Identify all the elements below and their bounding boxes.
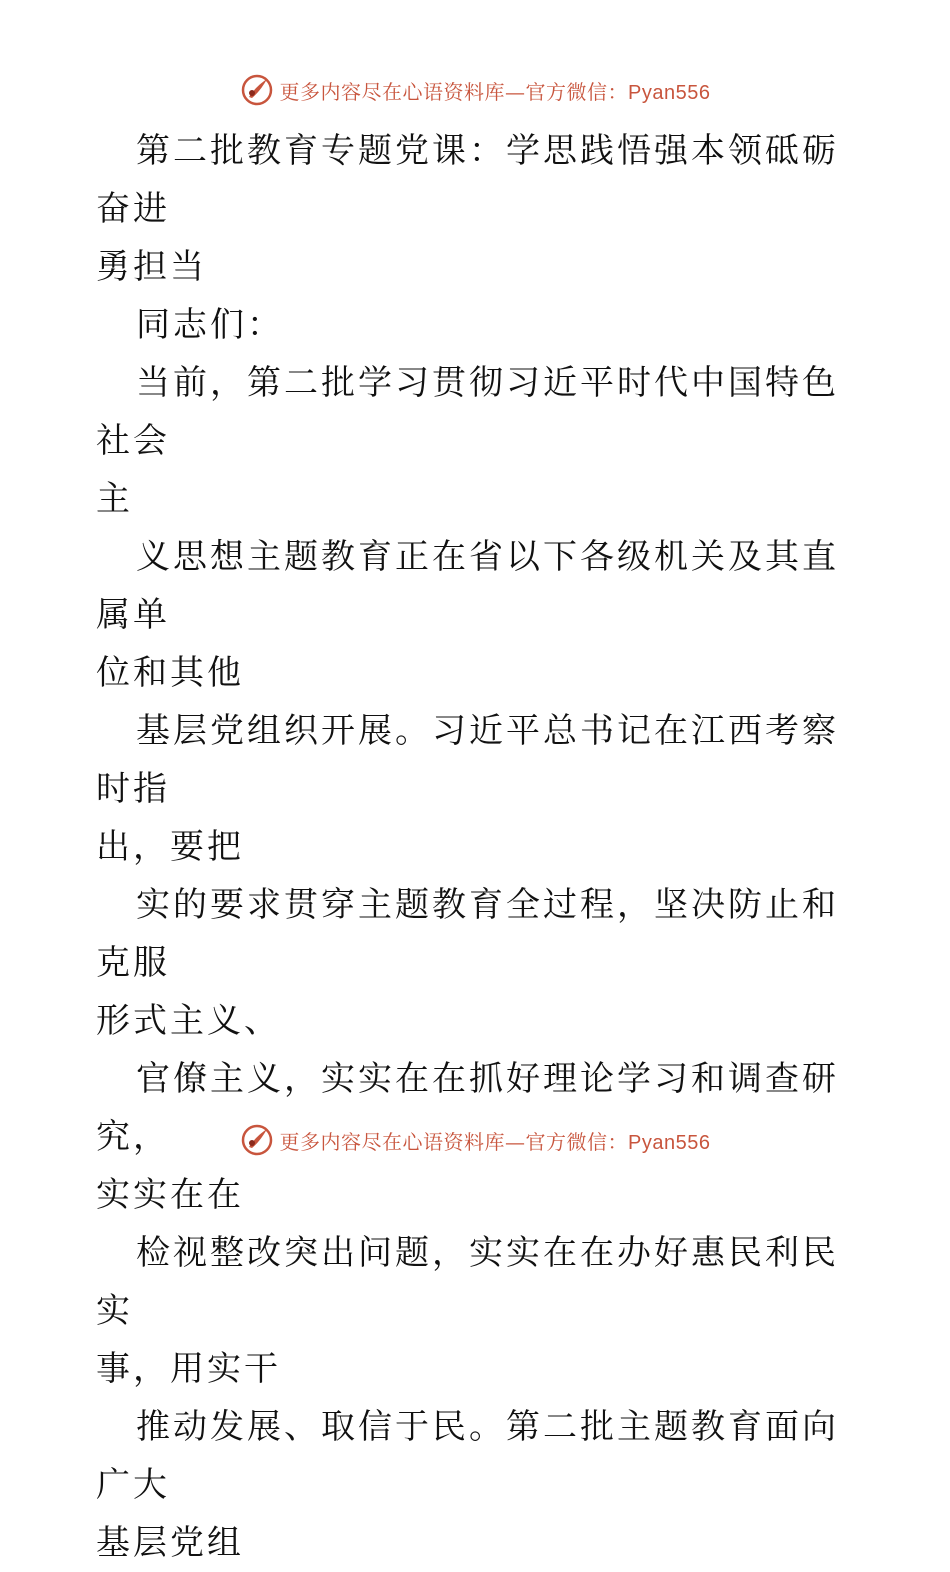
quill-seal-icon (240, 73, 274, 107)
text-line: 官僚主义，实实在在抓好理论学习和调查研究， (96, 1059, 839, 1157)
title-line-2: 勇担当 (96, 247, 207, 287)
text-line: 位和其他 (96, 653, 244, 693)
text-line: 事，用实干 (96, 1349, 281, 1389)
text-line: 推动发展、取信于民。第二批主题教育面向广大 (96, 1407, 839, 1505)
text-line: 当前，第二批学习贯彻习近平时代中国特色社会 (96, 363, 839, 461)
text-line: 主 (96, 479, 133, 519)
text-line: 出，要把 (96, 827, 244, 867)
document-body (96, 122, 856, 1572)
text-line: 实的要求贯穿主题教育全过程，坚决防止和克服 (96, 885, 839, 983)
watermark-text: 更多内容尽在心语资料库—官方微信： (279, 79, 629, 104)
text-line: 义思想主题教育正在省以下各级机关及其直属单 (96, 537, 839, 635)
watermark-text: 更多内容尽在心语资料库—官方微信： (279, 1129, 629, 1154)
salutation: 同志们： (136, 305, 284, 345)
text-line: 基层党组织开展。习近平总书记在江西考察时指 (96, 711, 839, 809)
watermark-wechat-id: Pyan556 (628, 81, 711, 104)
title-line-1: 第二批教育专题党课：学思践悟强本领砥砺奋进 (96, 131, 839, 229)
text-line: 形式主义、 (96, 1001, 281, 1041)
text-line: 实实在在 (96, 1175, 244, 1215)
text-line: 基层党组 (96, 1523, 244, 1563)
quill-seal-icon (240, 1123, 274, 1157)
header-watermark (0, 70, 950, 110)
watermark-wechat-id: Pyan556 (628, 1131, 711, 1154)
footer-watermark (0, 1120, 950, 1160)
text-line: 检视整改突出问题，实实在在办好惠民利民实 (96, 1233, 839, 1331)
